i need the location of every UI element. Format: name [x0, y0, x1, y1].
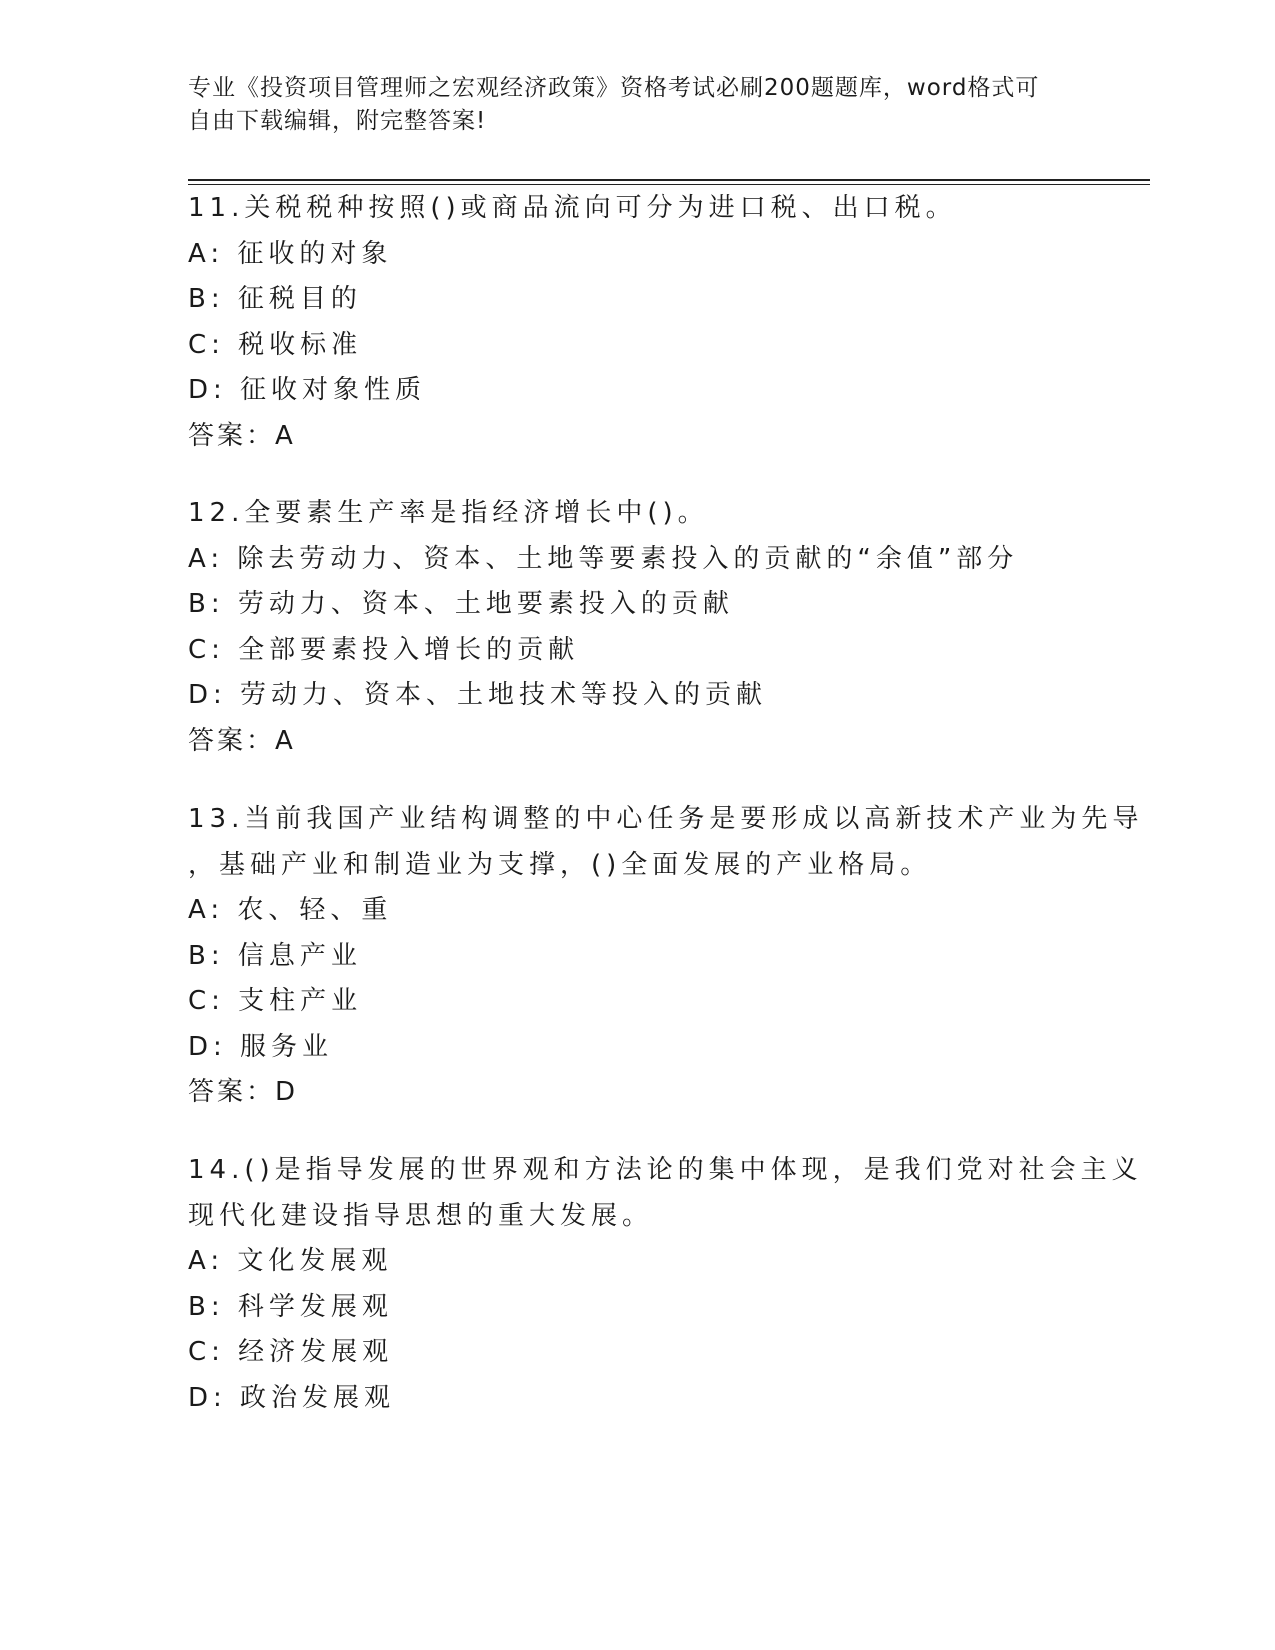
option-c: C: 支柱产业 [188, 986, 363, 1016]
option-a: A: 农、轻、重 [188, 895, 393, 925]
question-11 [188, 186, 1088, 459]
question-stem-line-1: 13.当前我国产业结构调整的中心任务是要形成以高新技术产业为先导 [188, 804, 1144, 834]
question-stem: 12.全要素生产率是指经济增长中()。 [188, 498, 709, 528]
question-stem-line-2: ，基础产业和制造业为支撑，()全面发展的产业格局。 [188, 849, 932, 880]
option-b: B: 科学发展观 [188, 1291, 393, 1322]
option-b: B: 劳动力、资本、土地要素投入的贡献 [188, 589, 734, 619]
answer-line: 答案：A [188, 725, 296, 756]
document-header [188, 72, 1068, 138]
header-line-2: 自由下载编辑，附完整答案! [188, 108, 487, 134]
question-14 [188, 1148, 1143, 1421]
question-13 [188, 797, 1144, 1116]
header-line-1: 专业《投资项目管理师之宏观经济政策》资格考试必刷200题题库，word格式可 [188, 75, 1040, 101]
header-divider-thin [188, 184, 1150, 185]
option-d: D: 征收对象性质 [188, 375, 427, 405]
option-b: B: 征税目的 [188, 284, 362, 314]
header-divider-thick [188, 179, 1150, 181]
option-c: C: 税收标准 [188, 329, 363, 360]
answer-line: 答案：A [188, 420, 296, 451]
question-12 [188, 491, 1088, 764]
option-d: D: 服务业 [188, 1031, 334, 1062]
option-a: A: 文化发展观 [188, 1246, 393, 1276]
option-c: C: 经济发展观 [188, 1337, 394, 1367]
option-d: D: 政治发展观 [188, 1382, 396, 1413]
option-a: A: 征收的对象 [188, 238, 393, 269]
question-stem-line-2: 现代化建设指导思想的重大发展。 [188, 1200, 654, 1231]
answer-line: 答案：D [188, 1077, 299, 1107]
question-stem: 11.关税税种按照()或商品流向可分为进口税、出口税。 [188, 193, 957, 223]
option-d: D: 劳动力、资本、土地技术等投入的贡献 [188, 680, 768, 710]
question-stem-line-1: 14.()是指导发展的世界观和方法论的集中体现，是我们党对社会主义 [188, 1155, 1143, 1185]
option-c: C: 全部要素投入增长的贡献 [188, 634, 580, 665]
option-b: B: 信息产业 [188, 940, 362, 971]
option-a: A: 除去劳动力、资本、土地等要素投入的贡献的“余值”部分 [188, 543, 1019, 574]
